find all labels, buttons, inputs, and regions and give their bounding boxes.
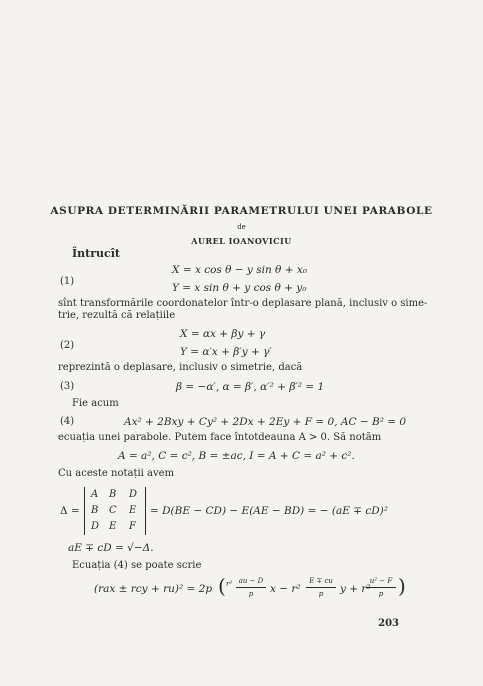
det-cell: E [129,505,137,516]
eq1-label: (1) [60,276,75,287]
eq7-r2-lead: r² [226,580,233,588]
eq2-line1: X = αx + βy + γ [180,328,266,340]
eq7-lhs: (rax ± rcy + ru)² = 2p [94,583,213,595]
eq7-mid1: x − r² [270,583,301,595]
eq3-label: (3) [60,381,75,392]
det-cell: B [109,489,117,500]
det-lhs: Δ = [60,505,80,517]
eq7-frac3-line [366,587,396,588]
paragraph-4: Cu aceste notații avem [58,468,175,479]
eq7-frac3-den: p [378,590,384,598]
eq3: β = −α′, α = β′, α′² + β′² = 1 [176,381,325,393]
det-cell: E [109,521,117,532]
eq1-line1: X = x cos θ − y sin θ + x₀ [172,264,307,276]
fie-acum: Fie acum [72,398,119,409]
author-name: AUREL IOANOVICIU [191,236,292,246]
det-cell: D [91,521,100,532]
eq7-frac3-num: u² − F [369,577,393,585]
eq4: Ax² + 2Bxy + Cy² + 2Dx + 2Ey + F = 0, AC − B² = 0 [124,416,407,428]
eq4-label: (4) [60,416,75,427]
det-cell: C [109,505,117,516]
paragraph-1-line-2: trie, rezultă că relațiile [58,310,176,321]
det-cell: A [91,489,99,500]
determinant-matrix [84,487,146,535]
det-cell: F [129,521,136,532]
eq7-mid2: y + r² [340,583,371,595]
eq5: A = a², C = c², B = ±ac, I = A + C = a² + c². [118,450,355,462]
eq7-frac2-num: E ∓ cu [309,577,333,585]
det-rhs: = D(BE − CD) − E(AE − BD) = − (aE ∓ cD)² [150,505,388,517]
eq2-line2: Y = α′x + β′y + γ′ [180,346,272,358]
eq7-open-paren: ( [218,574,226,598]
paragraph-5: Ecuația (4) se poate scrie [72,560,202,571]
page-number: 203 [378,618,399,629]
eq7-close-paren: ) [398,574,406,598]
eq7-frac2-line [306,587,336,588]
eq1-line2: Y = x sin θ + y cos θ + y₀ [172,282,307,294]
by-line-de: de [237,223,246,231]
eq7-frac2-den: p [318,590,324,598]
eq7-frac1-line [236,587,266,588]
paragraph-1-line-1: sînt transformările coordonatelor într-o deplasare plană, inclusiv o sime- [58,298,428,309]
paragraph-2: reprezintă o deplasare, inclusiv o simetrie, dacă [58,362,303,373]
det-cell: D [129,489,138,500]
article-title: ASUPRA DETERMINĂRII PARAMETRULUI UNEI PARABOLE [50,205,433,217]
intro-word: Întrucît [72,247,120,260]
eq6: aE ∓ cD = √−Δ. [68,542,154,554]
eq7-frac1-den: p [248,590,254,598]
det-cell: B [91,505,99,516]
eq7-frac1-num: au − D [238,577,264,585]
paragraph-3: ecuația unei parabole. Putem face întotdeauna A > 0. Să notăm [58,432,382,443]
eq2-label: (2) [60,340,75,351]
